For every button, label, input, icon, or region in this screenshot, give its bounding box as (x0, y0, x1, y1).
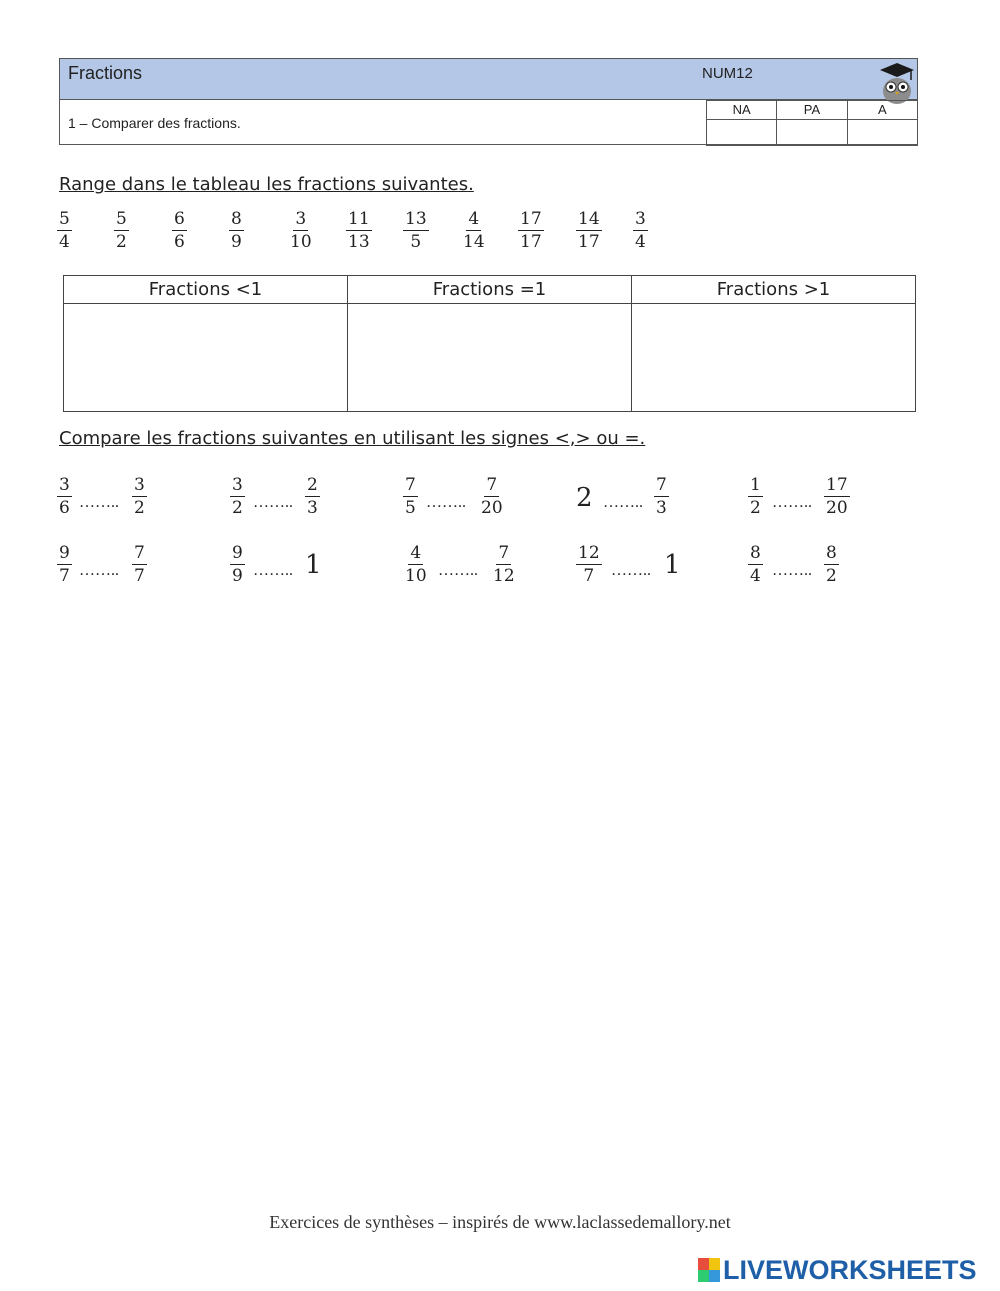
denominator: 4 (750, 566, 761, 586)
header-band (60, 59, 917, 100)
denominator: 2 (134, 498, 145, 518)
denominator: 7 (59, 566, 70, 586)
numerator: 11 (348, 209, 370, 229)
denominator: 4 (635, 232, 646, 252)
denominator: 4 (59, 232, 70, 252)
denominator: 14 (463, 232, 485, 252)
fraction-item (114, 208, 129, 253)
exercise1-instruction: Range dans le tableau les fractions suivantes. (59, 174, 474, 195)
comparison-blank[interactable]: …….. (426, 494, 466, 511)
numerator: 17 (520, 209, 542, 229)
denominator: 2 (826, 566, 837, 586)
numerator: 8 (750, 543, 761, 563)
eval-label-na: NA (707, 101, 777, 120)
answer-cell-greater-than-one[interactable] (632, 304, 916, 412)
numerator: 3 (134, 475, 145, 495)
fraction-item (518, 208, 544, 253)
numerator: 3 (635, 209, 646, 229)
page-title: Fractions (68, 63, 143, 83)
comparison-left-fraction (230, 542, 245, 587)
fraction-item (288, 208, 314, 253)
denominator: 13 (348, 232, 370, 252)
eval-label-pa: PA (777, 101, 847, 120)
comparison-blank[interactable]: …….. (611, 562, 651, 579)
comparison-right-fraction (305, 474, 320, 519)
fraction-item (633, 208, 648, 253)
numerator: 7 (405, 475, 416, 495)
numerator: 3 (232, 475, 243, 495)
brand-name: LIVEWORKSHEETS (723, 1254, 977, 1285)
comparison-left-fraction (57, 542, 72, 587)
owl-graduate-icon (878, 61, 916, 105)
comparison-blank[interactable]: …….. (253, 494, 293, 511)
numerator: 5 (116, 209, 127, 229)
liveworksheets-logo-icon (698, 1258, 720, 1282)
comparison-left-whole: 2 (576, 483, 593, 513)
eval-box-pa[interactable] (777, 120, 847, 146)
comparison-right-fraction (132, 474, 147, 519)
evaluation-grid (706, 100, 918, 146)
denominator: 10 (290, 232, 312, 252)
numerator: 9 (59, 543, 70, 563)
comparison-right-fraction (132, 542, 147, 587)
objective-label: 1 – Comparer des fractions. (68, 115, 241, 131)
denominator: 10 (405, 566, 427, 586)
skill-code: NUM12 (702, 65, 753, 82)
numerator: 7 (134, 543, 145, 563)
fraction-item (461, 208, 487, 253)
answer-cell-equal-one[interactable] (348, 304, 632, 412)
footer-credit: Exercices de synthèses – inspirés de www.laclassedemallory.net (269, 1212, 731, 1232)
fraction-item (172, 208, 187, 253)
numerator: 8 (231, 209, 242, 229)
denominator: 9 (232, 566, 243, 586)
denominator: 2 (116, 232, 127, 252)
numerator: 4 (410, 543, 422, 563)
numerator: 3 (295, 209, 307, 229)
denominator: 2 (232, 498, 243, 518)
comparison-blank[interactable]: …….. (79, 494, 119, 511)
comparison-blank[interactable]: …….. (772, 494, 812, 511)
denominator: 3 (307, 498, 318, 518)
numerator: 17 (826, 475, 848, 495)
denominator: 5 (410, 232, 422, 252)
comparison-right-whole: 1 (664, 550, 681, 580)
numerator: 7 (498, 543, 510, 563)
fraction-item (57, 208, 72, 253)
comparison-blank[interactable]: …….. (438, 562, 478, 579)
numerator: 9 (232, 543, 243, 563)
denominator: 12 (493, 566, 515, 586)
denominator: 7 (134, 566, 145, 586)
answer-cell-less-than-one[interactable] (64, 304, 348, 412)
comparison-blank[interactable]: …….. (603, 494, 643, 511)
comparison-left-fraction (403, 474, 418, 519)
fraction-item (403, 208, 429, 253)
denominator: 9 (231, 232, 242, 252)
fraction-item (346, 208, 372, 253)
comparison-right-fraction (824, 542, 839, 587)
denominator: 17 (520, 232, 542, 252)
comparison-blank[interactable]: …….. (772, 562, 812, 579)
comparison-left-fraction (748, 474, 763, 519)
fraction-item (229, 208, 244, 253)
comparison-blank[interactable]: …….. (253, 562, 293, 579)
numerator: 12 (578, 543, 600, 563)
numerator: 5 (59, 209, 70, 229)
numerator: 6 (174, 209, 185, 229)
eval-label-a: A (847, 101, 917, 120)
comparison-left-fraction (748, 542, 763, 587)
comparison-right-fraction (654, 474, 669, 519)
classification-table (63, 275, 916, 412)
column-greater-than-one: Fractions >1 (632, 276, 916, 304)
comparison-right-fraction (491, 542, 517, 587)
comparison-right-whole: 1 (305, 550, 322, 580)
numerator: 3 (59, 475, 70, 495)
exercise2-instruction: Compare les fractions suivantes en utilisant les signes <,> ou =. (59, 428, 646, 449)
column-less-than-one: Fractions <1 (64, 276, 348, 304)
numerator: 7 (486, 475, 498, 495)
denominator: 6 (59, 498, 70, 518)
comparison-left-fraction (403, 542, 429, 587)
comparison-right-fraction (479, 474, 505, 519)
denominator: 5 (405, 498, 416, 518)
denominator: 3 (656, 498, 667, 518)
comparison-blank[interactable]: …….. (79, 562, 119, 579)
denominator: 17 (578, 232, 600, 252)
comparison-left-fraction (57, 474, 72, 519)
numerator: 7 (656, 475, 667, 495)
numerator: 2 (307, 475, 318, 495)
denominator: 20 (826, 498, 848, 518)
liveworksheets-brand[interactable] (698, 1255, 977, 1285)
denominator: 20 (481, 498, 503, 518)
denominator: 7 (583, 566, 595, 586)
numerator: 8 (826, 543, 837, 563)
eval-box-a[interactable] (847, 120, 917, 146)
comparison-left-fraction (230, 474, 245, 519)
comparison-left-fraction (576, 542, 602, 587)
numerator: 14 (578, 209, 600, 229)
comparison-right-fraction (824, 474, 850, 519)
fraction-item (576, 208, 602, 253)
header-table (59, 58, 918, 145)
numerator: 13 (405, 209, 427, 229)
denominator: 6 (174, 232, 185, 252)
denominator: 2 (750, 498, 761, 518)
eval-box-na[interactable] (707, 120, 777, 146)
numerator: 4 (468, 209, 480, 229)
column-equal-one: Fractions =1 (348, 276, 632, 304)
numerator: 1 (750, 475, 761, 495)
